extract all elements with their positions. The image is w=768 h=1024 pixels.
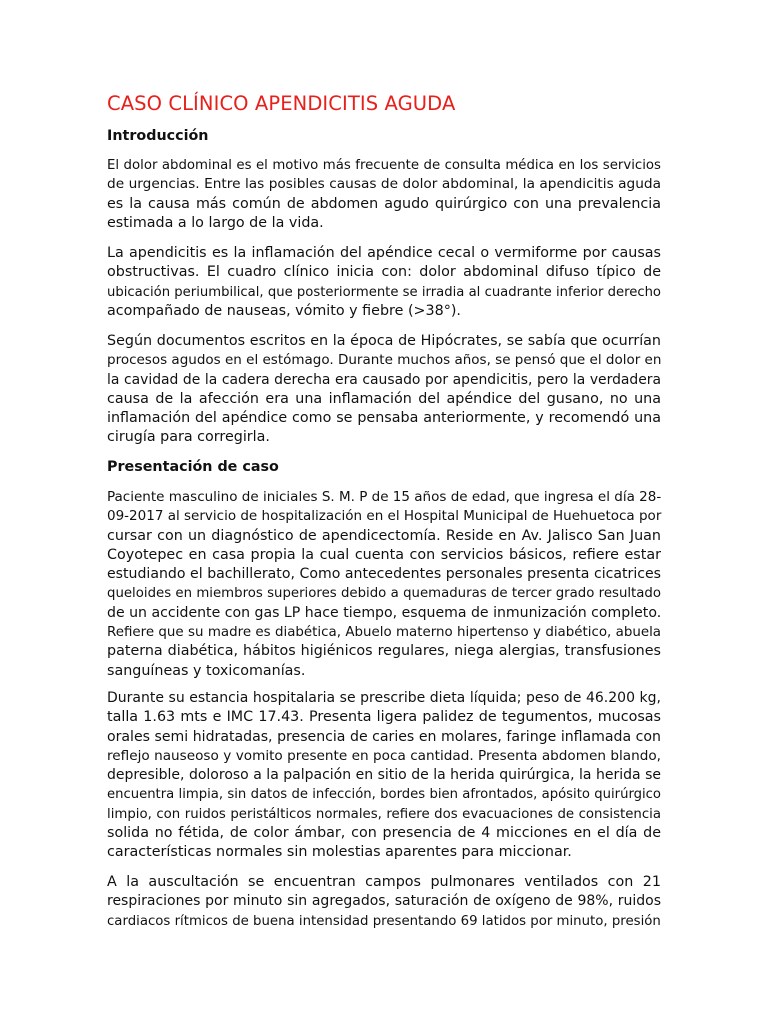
text-line: reflejo nauseoso y vomito presente en poca cantidad. Presenta abdomen blando, — [107, 747, 661, 764]
text-line: características normales sin molestias aparentes para miccionar. — [107, 844, 572, 861]
text-line: Según documentos escritos en la época de Hipócrates, se sabía que ocurrían — [107, 333, 661, 349]
text-line: solida no fétida, de color ámbar, con presencia de 4 micciones en el día de — [107, 825, 661, 842]
text-line: queloides en miembros superiores debido a quemaduras de tercer grado resultado — [107, 586, 661, 602]
text-line: estimada a lo largo de la vida. — [107, 214, 324, 231]
section-heading-introduccion: Introducción — [107, 128, 209, 144]
text-line: cirugía para corregirla. — [107, 429, 270, 446]
text-line: La apendicitis es la inflamación del apéndice cecal o vermiforme por causas — [107, 245, 661, 261]
section-heading-presentacion-de-caso: Presentación de caso — [107, 459, 279, 475]
text-line: 09-2017 al servicio de hospitalización en el Hospital Municipal de Huehuetoca por — [107, 508, 662, 525]
text-line: cardiacos rítmicos de buena intensidad presentando 69 latidos por minuto, presión — [107, 913, 661, 929]
text-line: la cavidad de la cadera derecha era causado por apendicitis, pero la verdadera — [107, 371, 661, 388]
text-line: A la auscultación se encuentran campos pulmonares ventilados con 21 — [107, 874, 661, 890]
text-line: Durante su estancia hospitalaria se prescribe dieta líquida; peso de 46.200 kg, — [107, 690, 661, 706]
text-line: ubicación periumbilical, que posteriormente se irradia al cuadrante inferior derecho — [107, 284, 661, 300]
text-line: talla 1.63 mts e IMC 17.43. Presenta ligera palidez de tegumentos, mucosas — [107, 709, 661, 726]
text-line: cursar con un diagnóstico de apendicectomía. Reside en Av. Jalisco San Juan — [107, 527, 661, 544]
text-line: respiraciones por minuto sin agregados, saturación de oxígeno de 98%, ruidos — [107, 893, 661, 910]
text-line: de urgencias. Entre las posibles causas de dolor abdominal, la apendicitis aguda — [107, 176, 661, 193]
text-line: orales semi hidratadas, presencia de caries en molares, faringe inflamada con — [107, 728, 661, 745]
paragraph — [107, 689, 661, 863]
paragraph — [107, 332, 661, 448]
text-line: El dolor abdominal es el motivo más frecuente de consulta médica en los servicios — [107, 158, 661, 173]
text-line: de un accidente con gas LP hace tiempo, esquema de inmunización completo. — [107, 604, 662, 621]
text-line: Refiere que su madre es diabética, Abuelo materno hipertenso y diabético, abuela — [107, 625, 661, 641]
paragraph — [107, 873, 661, 931]
paragraph — [107, 244, 661, 321]
text-line: Paciente masculino de iniciales S. M. P de 15 años de edad, que ingresa el día 28- — [107, 489, 662, 505]
text-line: obstructivas. El cuadro clínico inicia con: dolor abdominal difuso típico de — [107, 264, 661, 281]
text-line: depresible, doloroso a la palpación en sitio de la herida quirúrgica, la herida se — [107, 767, 661, 784]
text-line: procesos agudos en el estómago. Durante muchos años, se pensó que el dolor en — [107, 352, 662, 369]
text-line: sanguíneas y toxicomanías. — [107, 662, 306, 679]
text-line: inflamación del apéndice como se pensaba anteriormente, y recomendó una — [107, 410, 661, 427]
text-line: limpio, con ruidos peristálticos normales, refiere dos evacuaciones de consistencia — [107, 806, 661, 822]
text-line: es la causa más común de abdomen agudo quirúrgico con una prevalencia — [107, 195, 661, 212]
document-title: CASO CLÍNICO APENDICITIS AGUDA — [107, 92, 456, 115]
text-line: causa de la afección era una inflamación del apéndice del gusano, no una — [107, 390, 661, 407]
text-line: acompañado de nauseas, vómito y fiebre (>38°). — [107, 302, 461, 319]
paragraph — [107, 156, 661, 233]
text-line: Coyotepec en casa propia la cual cuenta con servicios básicos, refiere estar — [107, 546, 661, 563]
paragraph — [107, 488, 661, 681]
text-line: estudiando el bachillerato, Como antecedentes personales presenta cicatrices — [107, 566, 661, 583]
text-line: encuentra limpia, sin datos de infección, bordes bien afrontados, apósito quirúrgico — [107, 787, 661, 803]
text-line: paterna diabética, hábitos higiénicos regulares, niega alergias, transfusiones — [107, 643, 661, 660]
